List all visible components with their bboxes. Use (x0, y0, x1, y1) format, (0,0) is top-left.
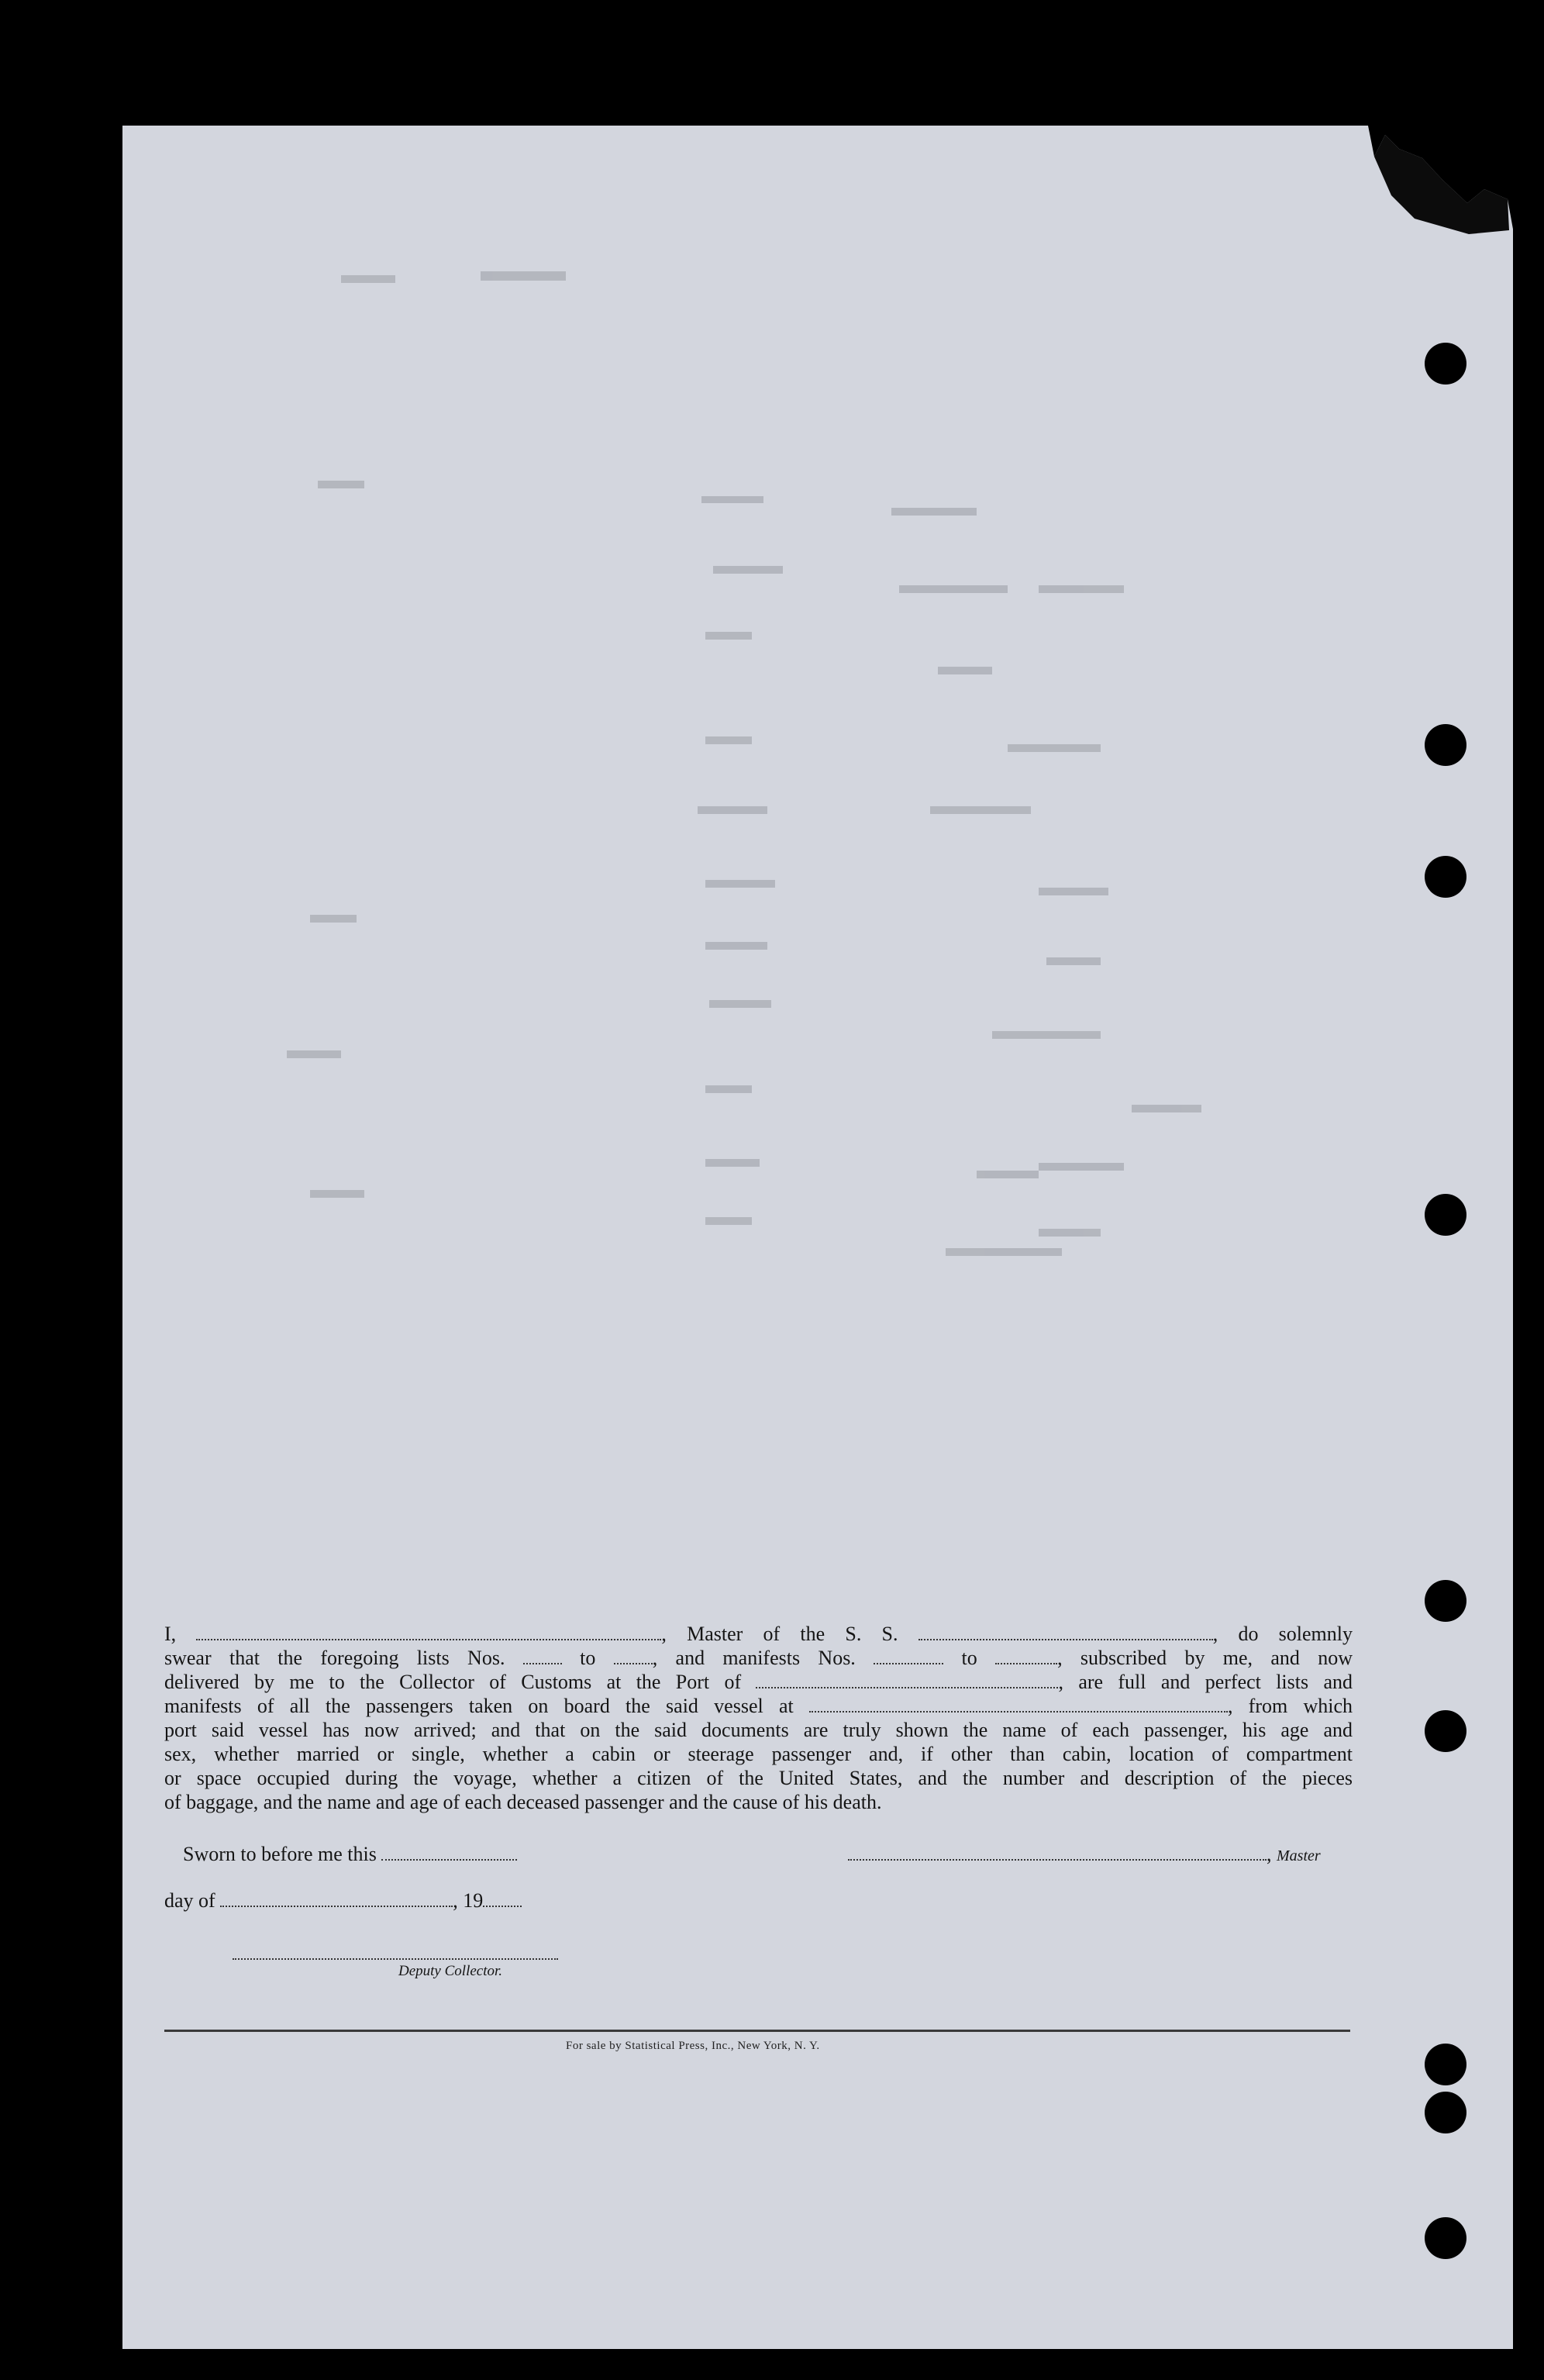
delivered-label: delivered by me to the Collector of Customs at the Port of (164, 1671, 742, 1693)
oath-line-4 (164, 1694, 1353, 1718)
day-of-label: day of (164, 1889, 215, 1912)
to-label: to (580, 1647, 596, 1669)
sworn-row (183, 1843, 517, 1866)
master-of-label: , Master of the S. S. (661, 1623, 898, 1645)
deputy-collector-label: Deputy Collector. (398, 1963, 503, 1979)
swear-label: swear that the foregoing lists Nos. (164, 1647, 505, 1669)
master-signature-field[interactable] (848, 1845, 1267, 1861)
oath-paragraph (164, 1622, 1353, 1814)
oath-line-8: of baggage, and the name and age of each deceased passenger and the cause of his death. (164, 1791, 882, 1813)
full-lists-label: , are full and perfect lists and (1058, 1671, 1353, 1693)
footer-rule (164, 2030, 1350, 2032)
manifests-passengers-label: manifests of all the passengers taken on board the said vessel at (164, 1695, 794, 1717)
manifest-from-field[interactable] (874, 1649, 943, 1664)
oath-i: I, (164, 1623, 177, 1645)
month-field[interactable] (220, 1892, 453, 1907)
manifest-to-field[interactable] (995, 1649, 1057, 1664)
footer-imprint: For sale by Statistical Press, Inc., New York, N. Y. (566, 2040, 820, 2052)
year-field[interactable] (483, 1892, 522, 1907)
oath-line-6: sex, whether married or single, whether a cabin or steerage passenger and, if other than cabin, location of compartment (164, 1743, 1353, 1765)
master-name-field[interactable] (196, 1625, 661, 1640)
port-field[interactable] (756, 1673, 1058, 1688)
list-to-field[interactable] (614, 1649, 653, 1664)
solemnly-label: , do solemnly (1212, 1623, 1353, 1645)
day-of-row (164, 1889, 522, 1913)
from-which-label: , from which (1227, 1695, 1353, 1717)
ship-name-field[interactable] (918, 1625, 1213, 1640)
sworn-label: Sworn to before me this (183, 1843, 377, 1865)
sworn-date-field[interactable] (381, 1845, 517, 1861)
oath-line-3 (164, 1670, 1353, 1694)
to-label-2: to (961, 1647, 977, 1669)
master-label: Master (1277, 1847, 1321, 1864)
year-prefix: , 19 (453, 1889, 484, 1912)
oath-line-5: port said vessel has now arrived; and that on the said documents are truly shown the name of each passenger, his age and (164, 1719, 1353, 1741)
oath-line-7: or space occupied during the voyage, whether a citizen of the United States, and the number and description of the pieces (164, 1767, 1353, 1789)
master-signature-row: , Master (848, 1843, 1321, 1866)
subscribed-label: , subscribed by me, and now (1057, 1647, 1353, 1669)
departure-port-field[interactable] (809, 1697, 1228, 1713)
deputy-signature-line[interactable] (233, 1944, 558, 1960)
manifests-label: , and manifests Nos. (652, 1647, 856, 1669)
oath-line-1 (164, 1622, 1353, 1646)
oath-line-2 (164, 1646, 1353, 1670)
list-from-field[interactable] (523, 1649, 562, 1664)
